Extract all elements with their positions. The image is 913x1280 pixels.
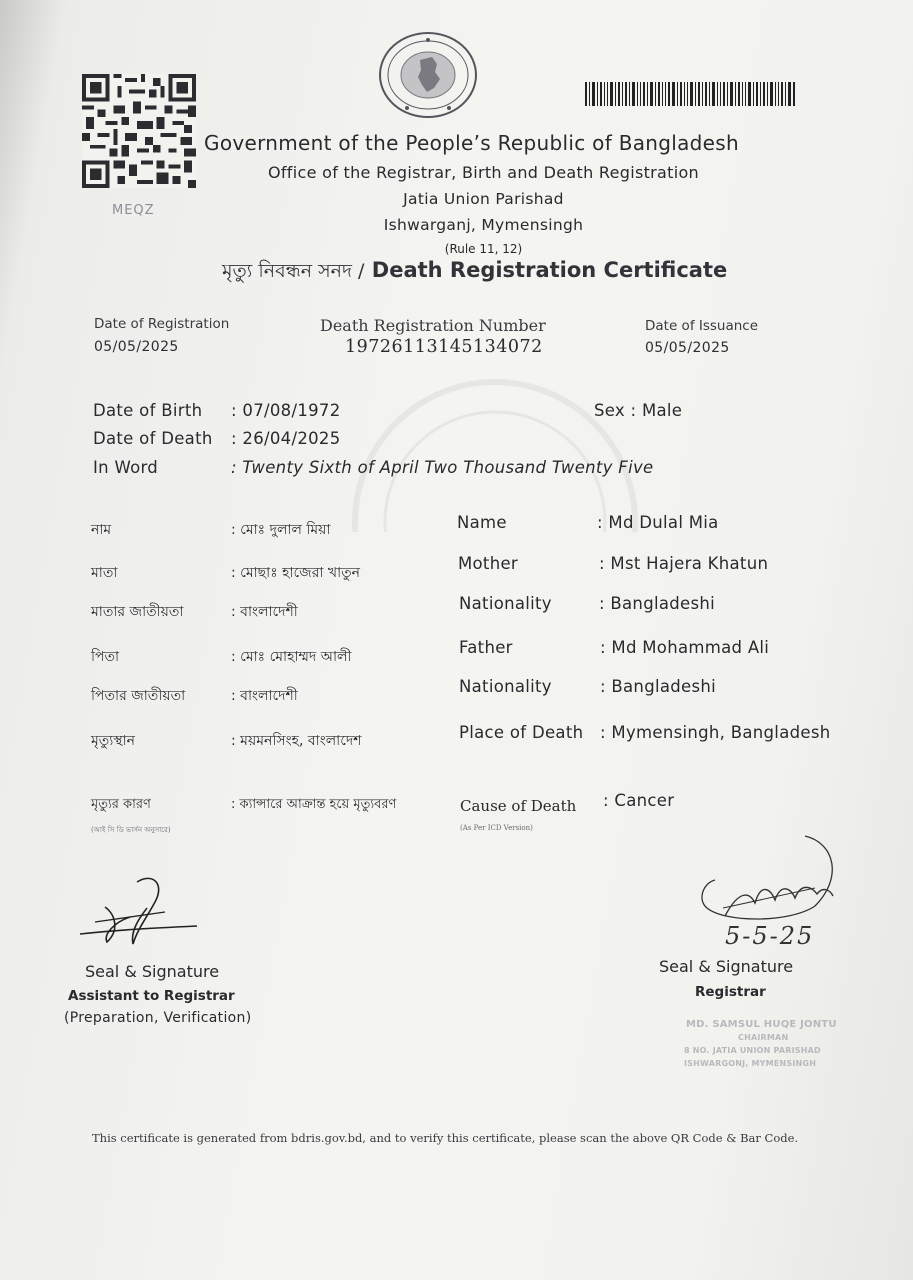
date-of-registration-value: 05/05/2025	[94, 339, 179, 355]
stamp-place: ISHWARGONJ, MYMENSINGH	[684, 1059, 817, 1068]
date-of-birth-value: : 07/08/1972	[231, 401, 341, 420]
in-word-value: : Twenty Sixth of April Two Thousand Twenty Five	[231, 458, 654, 477]
father-nationality-en-value: : Bangladeshi	[600, 677, 717, 696]
father-nationality-bn-label: পিতার জাতীয়তা	[91, 688, 186, 704]
father-nationality-bn-value: : বাংলাদেশী	[231, 688, 298, 704]
watermark-seal-icon	[345, 372, 645, 532]
office-heading: Office of the Registrar, Birth and Death Registration	[267, 163, 699, 182]
cause-of-death-en-value: : Cancer	[603, 791, 675, 810]
assistant-seal-label: Seal & Signature	[85, 962, 220, 981]
father-bn-label: পিতা	[91, 649, 120, 665]
name-en-value: : Md Dulal Mia	[597, 513, 719, 532]
assistant-role-sub: (Preparation, Verification)	[64, 1010, 252, 1026]
union-heading: Jatia Union Parishad	[403, 190, 564, 208]
stamp-office: 8 NO. JATIA UNION PARISHAD	[684, 1046, 821, 1055]
mother-nationality-bn-value: : বাংলাদেশী	[231, 604, 298, 620]
cause-of-death-en-label: Cause of Death	[460, 797, 577, 815]
mother-en-label: Mother	[458, 554, 518, 573]
name-en-label: Name	[457, 513, 507, 532]
government-heading: Government of the People’s Republic of Bangladesh	[204, 131, 739, 155]
registrar-role: Registrar	[695, 984, 766, 1000]
name-bn-label: নাম	[91, 522, 112, 538]
mother-nationality-bn-label: মাতার জাতীয়তা	[91, 604, 184, 620]
date-of-issuance-value: 05/05/2025	[645, 340, 730, 356]
father-en-label: Father	[459, 638, 513, 657]
cause-of-death-bn-value: : ক্যান্সারে আক্রান্ত হয়ে মৃত্যুবরণ	[231, 797, 397, 812]
sex-field: Sex : Male	[594, 401, 683, 420]
mother-bn-label: মাতা	[91, 565, 118, 581]
mother-bn-value: : মোছাঃ হাজেরা খাতুন	[231, 565, 361, 581]
father-en-value: : Md Mohammad Ali	[600, 638, 770, 657]
registration-number-label: Death Registration Number	[320, 316, 546, 335]
assistant-role: Assistant to Registrar	[68, 988, 235, 1004]
mother-en-value: : Mst Hajera Khatun	[599, 554, 769, 573]
registrar-seal-label: Seal & Signature	[659, 957, 794, 976]
date-of-death-label: Date of Death	[93, 429, 213, 448]
government-emblem-icon	[377, 30, 479, 120]
date-of-death-value: : 26/04/2025	[231, 429, 341, 448]
verification-note: This certificate is generated from bdris.gov.bd, and to verify this certificate, please scan the above QR Code & Bar Code.	[92, 1131, 799, 1145]
assistant-signature-icon	[75, 872, 205, 952]
place-of-death-en-value: : Mymensingh, Bangladesh	[600, 723, 831, 742]
qr-caption: MEQZ	[112, 203, 155, 218]
registrar-signed-date: 5-5-25	[725, 922, 815, 950]
registration-number-value: 19726113145134072	[345, 337, 543, 357]
cause-of-death-bn-label: মৃত্যুর কারণ	[91, 797, 151, 812]
mother-nationality-en-label: Nationality	[459, 594, 552, 613]
name-bn-value: : মোঃ দুলাল মিয়া	[231, 522, 331, 538]
title-english: Death Registration Certificate	[371, 258, 728, 282]
place-of-death-bn-label: মৃত্যুস্থান	[91, 733, 136, 749]
rule-reference: (Rule 11, 12)	[444, 242, 523, 256]
mother-nationality-en-value: : Bangladeshi	[599, 594, 716, 613]
father-bn-value: : মোঃ মোহাম্মদ আলী	[231, 649, 352, 665]
in-word-label: In Word	[93, 458, 159, 477]
father-nationality-en-label: Nationality	[459, 677, 552, 696]
date-of-registration-label: Date of Registration	[94, 316, 230, 332]
place-of-death-bn-value: : ময়মনসিংহ, বাংলাদেশ	[231, 733, 362, 749]
stamp-title: CHAIRMAN	[738, 1033, 789, 1042]
date-of-birth-label: Date of Birth	[93, 401, 203, 420]
cause-of-death-bn-note: (আই সি ডি ভার্সন অনুসারে)	[91, 826, 171, 834]
certificate-title	[222, 257, 727, 289]
stamp-name: MD. SAMSUL HUQE JONTU	[686, 1019, 837, 1030]
cause-of-death-en-note: (As Per ICD Version)	[460, 824, 533, 832]
place-of-death-en-label: Place of Death	[459, 723, 584, 742]
barcode-icon[interactable]	[585, 82, 795, 106]
date-of-issuance-label: Date of Issuance	[645, 318, 759, 334]
title-bengali: মৃত্যু নিবন্ধন সনদ /	[222, 260, 365, 282]
location-heading: Ishwarganj, Mymensingh	[383, 216, 584, 234]
registrar-signature-icon	[695, 828, 845, 928]
